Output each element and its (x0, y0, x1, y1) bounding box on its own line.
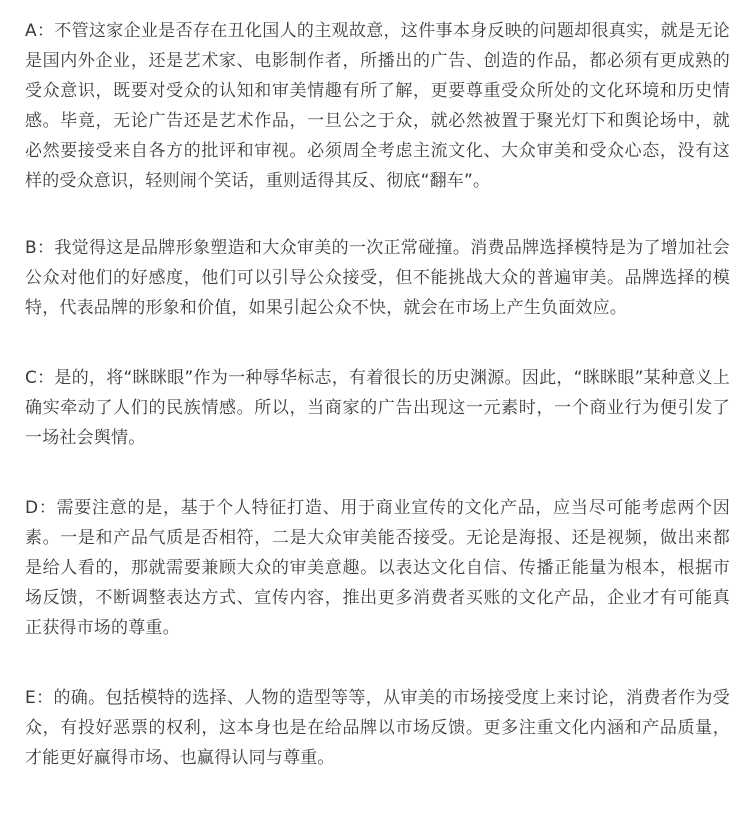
paragraph-c: C：是的，将“眯眯眼”作为一种辱华标志，有着很长的历史渊源。因此，“眯眯眼”某种意义上确实牵动了人们的民族情感。所以，当商家的广告出现这一元素时，一个商业行为便引发了一场社会舆情。 (25, 368, 730, 448)
paragraph-b: B：我觉得这是品牌形象塑造和大众审美的一次正常碰撞。消费品牌选择模特是为了增加社会公众对他们的好感度，他们可以引导公众接受，但不能挑战大众的普遍审美。品牌选择的模特，代表品牌的形象和价值，如果引起公众不快，就会在市场上产生负面效应。 (25, 238, 730, 318)
paragraph-a: A：不管这家企业是否存在丑化国人的主观故意，这件事本身反映的问题却很真实，就是无论是国内外企业，还是艺术家、电影制作者，所播出的广告、创造的作品，都必须有更成熟的受众意识，既要对受众的认知和审美情趣有所了解，更要尊重受众所处的文化环境和历史情感。毕竟，无论广告还是艺术作品，一旦公之于众，就必然被置于聚光灯下和舆论场中，就必然要接受来自各方的批评和审视。必须周全考虑主流文化、大众审美和受众心态，没有这样的受众意识，轻则闹个笑话，重则适得其反、彻底“翻车”。 (25, 21, 730, 191)
paragraph-e: E：的确。包括模特的选择、人物的造型等等，从审美的市场接受度上来讨论，消费者作为受众，有投好恶票的权利，这本身也是在给品牌以市场反馈。更多注重文化内涵和产品质量，才能更好赢得市场、也赢得认同与尊重。 (25, 688, 730, 768)
paragraph-d: D：需要注意的是，基于个人特征打造、用于商业宣传的文化产品，应当尽可能考虑两个因素。一是和产品气质是否相符，二是大众审美能否接受。无论是海报、还是视频，做出来都是给人看的，那就需要兼顾大众的审美意趣。以表达文化自信、传播正能量为根本，根据市场反馈，不断调整表达方式、宣传内容，推出更多消费者买账的文化产品，企业才有可能真正获得市场的尊重。 (25, 498, 730, 638)
